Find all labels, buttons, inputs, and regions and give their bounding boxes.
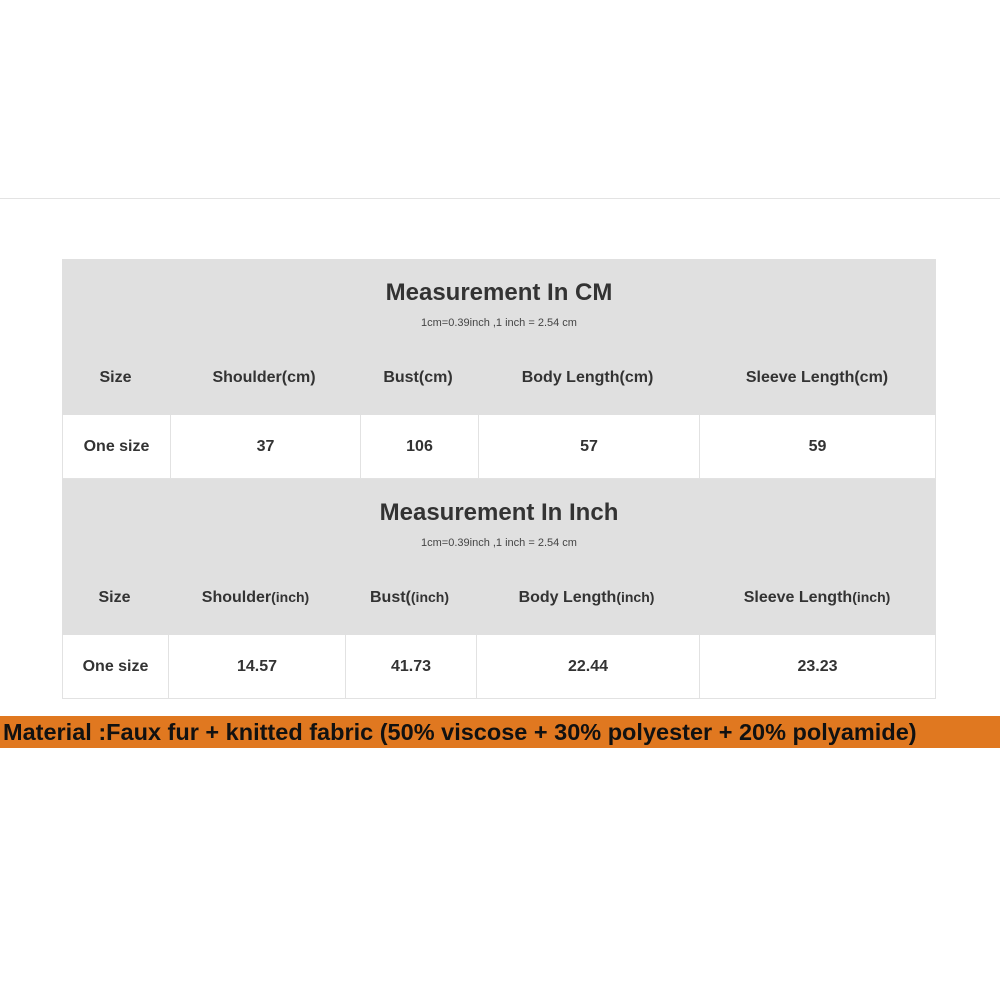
cm-table-title: Measurement In CM: [385, 279, 613, 306]
cm-table-row: [62, 415, 936, 479]
cm-header-shoulder: Shoulder(cm): [212, 369, 316, 386]
cm-column-headers: [62, 369, 936, 395]
inch-cell-shoulder: 14.57: [168, 635, 345, 698]
inch-column-headers: [62, 589, 936, 615]
inch-header-bust: [344, 589, 475, 607]
inch-header-size-label: Size: [98, 589, 131, 606]
cm-conversion-note: 1cm=0.39inch ,1 inch = 2.54 cm: [421, 317, 577, 329]
cm-cell-sleeve-length: 59: [699, 415, 935, 478]
cm-header-bust: Bust(cm): [383, 369, 453, 386]
inch-table-header: [62, 479, 936, 635]
inch-header-shoulder: [167, 589, 344, 607]
inch-header-sleeve-length-unit: (inch): [852, 589, 891, 605]
inch-cell-bust: 41.73: [345, 635, 476, 698]
inch-table-row: [62, 635, 936, 699]
material-banner: [0, 716, 1000, 748]
inch-header-sleeve-length-label: Sleeve Length: [743, 589, 853, 606]
inch-table-title: Measurement In Inch: [379, 499, 619, 526]
inch-conversion-note: 1cm=0.39inch ,1 inch = 2.54 cm: [421, 537, 577, 549]
inch-header-shoulder-label: Shoulder: [201, 589, 272, 606]
inch-cell-sleeve-length: 23.23: [699, 635, 935, 698]
cm-header-size: Size: [99, 369, 132, 386]
measurement-inch-table: [62, 479, 936, 699]
inch-header-bust-label: Bust(: [370, 589, 411, 606]
inch-header-size: [62, 589, 167, 607]
inch-cell-body-length: 22.44: [476, 635, 699, 698]
cm-header-sleeve-length: Sleeve Length(cm): [745, 369, 889, 386]
cm-table-header: [62, 259, 936, 415]
cm-cell-shoulder: 37: [170, 415, 360, 478]
inch-header-body-length: [475, 589, 698, 607]
inch-header-bust-unit: (inch): [410, 589, 449, 605]
inch-header-body-length-label: Body Length: [518, 589, 617, 606]
cm-cell-size: One size: [83, 438, 150, 455]
inch-header-sleeve-length: [698, 589, 936, 607]
inch-header-body-length-unit: (inch): [616, 589, 655, 605]
cm-cell-bust: 106: [360, 415, 478, 478]
measurement-cm-table: [62, 259, 936, 479]
inch-cell-size: One size: [82, 658, 149, 675]
top-divider: [0, 198, 1000, 199]
cm-header-body-length: Body Length(cm): [521, 369, 654, 386]
inch-header-shoulder-unit: (inch): [271, 589, 310, 605]
material-text: Material :Faux fur + knitted fabric (50% viscose + 30% polyester + 20% polyamide): [3, 719, 917, 745]
cm-cell-body-length: 57: [478, 415, 699, 478]
